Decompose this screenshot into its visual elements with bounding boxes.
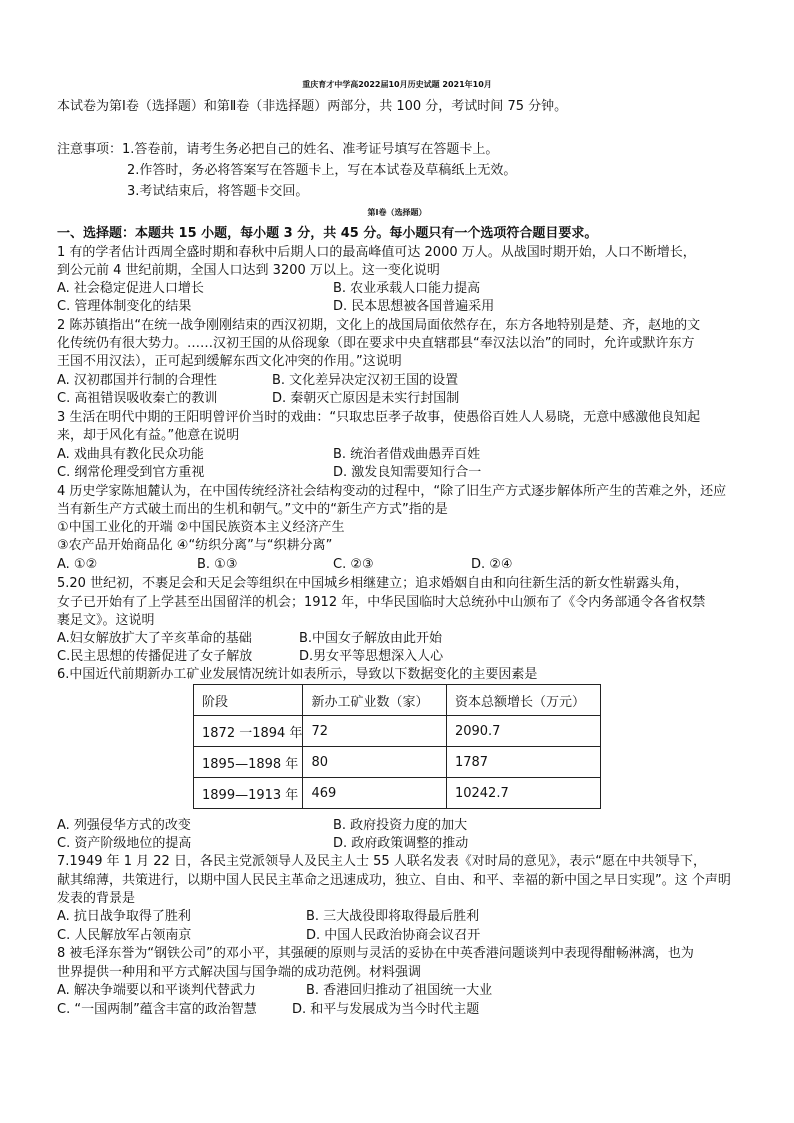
q5-option-c: C.民主思想的传播促进了女子解放 [57,649,253,664]
table-cell: 469 [303,778,447,809]
notice-2: 2.作答时，务必将答案写在答题卡上，写在本试卷及草稿纸上无效。 [127,163,517,178]
section-title: 第Ⅰ卷（选择题） [367,208,427,217]
q4-stem-line: 当有新生产方式破土而出的生机和朝气。”文中的“新生产方式”指的是 [57,502,448,517]
q1-option-a: A. 社会稳定促进人口增长 [57,281,204,296]
statistics-table [193,684,601,809]
table-row [194,716,601,747]
table-cell: 1872 一1894 年 [194,716,303,747]
q8-option-c: C. “一国两制”蕴含丰富的政治智慧 [57,1002,257,1017]
q1-stem-line: 到公元前 4 世纪前期，全国人口达到 3200 万以上。这一变化说明 [57,263,440,278]
q4-stem-line: 4 历史学家陈旭麓认为，在中国传统经济社会结构变动的过程中，“除了旧生产方式逐步解体所产生的苦难之外，还应 [57,484,727,499]
q1-stem-line: 1 有的学者估计西周全盛时期和春秋中后期人口的最高峰值可达 2000 万人。从战国时期开始，人口不断增长， [57,245,696,260]
exam-title: 重庆育才中学高2022届10月历史试题 2021年10月 [302,80,492,89]
q4-option-a: A. ①② [57,557,98,572]
table-row [194,747,601,778]
q8-option-b: B. 香港回归推动了祖国统一大业 [306,983,493,998]
q7-option-a: A. 抗日战争取得了胜利 [57,909,191,924]
q3-stem-line: 来，却于风化有益。”他意在说明 [57,428,240,443]
q2-stem-line: 2 陈苏镇指出“在统一战争刚刚结束的西汉初期，文化上的战国局面依然存在，东方各地特别是楚、齐，赵地的文 [57,318,701,333]
q5-stem-line: 裹足文》。这说明 [57,613,155,628]
q7-stem-line: 7.1949 年 1 月 22 日，各民主党派领导人及民主人士 55 人联名发表《对时局的意见》，表示“愿在中共领导下， [57,854,707,869]
q7-option-c: C. 人民解放军占领南京 [57,928,192,943]
q8-stem-line: 世界提供一种用和平方式解决国与国争端的成功范例。材料强调 [57,965,422,980]
q2-option-d: D. 秦朝灭亡原因是未实行封国制 [272,391,460,406]
q3-stem-line: 3 生活在明代中期的王阳明曾评价当时的戏曲：“只取忠臣孝子故事，使愚俗百姓人人易晓，无意中感激他良知起 [57,410,701,425]
section-instruction: 一、选择题：本题共 15 小题，每小题 3 分，共 45 分。每小题只有一个选项符合题目要求。 [57,226,598,241]
q4-option-d: D. ②④ [471,557,513,572]
q4-item-line: ③农产品开始商品化 ④“纺织分离”与“织耕分离” [57,538,333,553]
q6-option-a: A. 列强侵华方式的改变 [57,818,191,833]
q4-item-line: ①中国工业化的开端 ②中国民族资本主义经济产生 [57,520,345,535]
q2-option-a: A. 汉初郡国并行制的合理性 [57,373,217,388]
q1-option-c: C. 管理体制变化的结果 [57,299,192,314]
q5-stem-line: 女子已开始有了上学甚至出国留洋的机会；1912 年，中华民国临时大总统孙中山颁布了《令内务部通令各省权禁 [57,595,706,610]
q7-stem-line: 发表的背景是 [57,891,136,906]
q3-option-c: C. 纲常伦理受到官方重视 [57,465,205,480]
q3-option-d: D. 激发良知需要知行合一 [333,465,482,480]
q7-option-b: B. 三大战役即将取得最后胜利 [306,909,480,924]
q5-option-d: D.男女平等思想深入人心 [299,649,444,664]
table-header-cell: 资本总额增长（万元） [446,685,600,716]
q1-option-d: D. 民本思想被各国普遍采用 [333,299,495,314]
notice-1: 注意事项：1.答卷前，请考生务必把自己的姓名、准考证号填写在答题卡上。 [57,142,499,157]
q6-option-d: D. 政府政策调整的推动 [333,836,469,851]
q4-option-b: B. ①③ [197,557,238,572]
table-cell: 1899—1913 年 [194,778,303,809]
q3-option-a: A. 戏曲具有教化民众功能 [57,447,204,462]
q7-option-d: D. 中国人民政治协商会议召开 [306,928,481,943]
q2-stem-line: 化传统仍有很大势力。……汉初王国的从俗现象（即在要求中央直辖郡县“奉汉法以治”的同时，允许或默许东方 [57,336,695,351]
table-header-cell: 阶段 [194,685,303,716]
q8-option-d: D. 和平与发展成为当今时代主题 [292,1002,480,1017]
q2-stem-line: 王国不用汉法），正可起到缓解东西文化冲突的作用。”这说明 [57,354,402,369]
q6-option-b: B. 政府投资力度的加大 [333,818,468,833]
table-cell: 72 [303,716,447,747]
table-cell: 10242.7 [446,778,600,809]
notice-3: 3.考试结束后，将答题卡交回。 [127,184,309,199]
table-row [194,778,601,809]
q5-stem-line: 5.20 世纪初，不裹足会和天足会等组织在中国城乡相继建立；追求婚姻自由和向往新生活的新女性崭露头角， [57,576,689,591]
table-header-cell: 新办工矿业数（家） [303,685,447,716]
table-cell: 1895—1898 年 [194,747,303,778]
q6-stem-line: 6.中国近代前期新办工矿业发展情况统计如表所示，导致以下数据变化的主要因素是 [57,667,538,682]
q7-stem-line: 献其绵薄，共策进行，以期中国人民民主革命之迅速成功，独立、自由、和平、幸福的新中国之早日实现”。这 个声明 [57,873,731,888]
table-cell: 2090.7 [446,716,600,747]
q5-option-b: B.中国女子解放由此开始 [299,631,443,646]
exam-intro: 本试卷为第Ⅰ卷（选择题）和第Ⅱ卷（非选择题）两部分，共 100 分，考试时间 75 分钟。 [57,99,568,114]
table-header-row [194,685,601,716]
q2-option-b: B. 文化差异决定汉初王国的设置 [272,373,459,388]
q8-stem-line: 8 被毛泽东誉为“钢铁公司”的邓小平，其强硬的原则与灵活的妥协在中英香港问题谈判中表现得酣畅淋漓，也为 [57,946,694,961]
q1-option-b: B. 农业承载人口能力提高 [333,281,481,296]
q6-option-c: C. 资产阶级地位的提高 [57,836,192,851]
q5-option-a: A.妇女解放扩大了辛亥革命的基础 [57,631,252,646]
table-cell: 1787 [446,747,600,778]
q8-option-a: A. 解决争端要以和平谈判代替武力 [57,983,256,998]
q4-option-c: C. ②③ [333,557,374,572]
q2-option-c: C. 高祖错误吸收秦亡的教训 [57,391,218,406]
q3-option-b: B. 统治者借戏曲愚弄百姓 [333,447,481,462]
table-cell: 80 [303,747,447,778]
